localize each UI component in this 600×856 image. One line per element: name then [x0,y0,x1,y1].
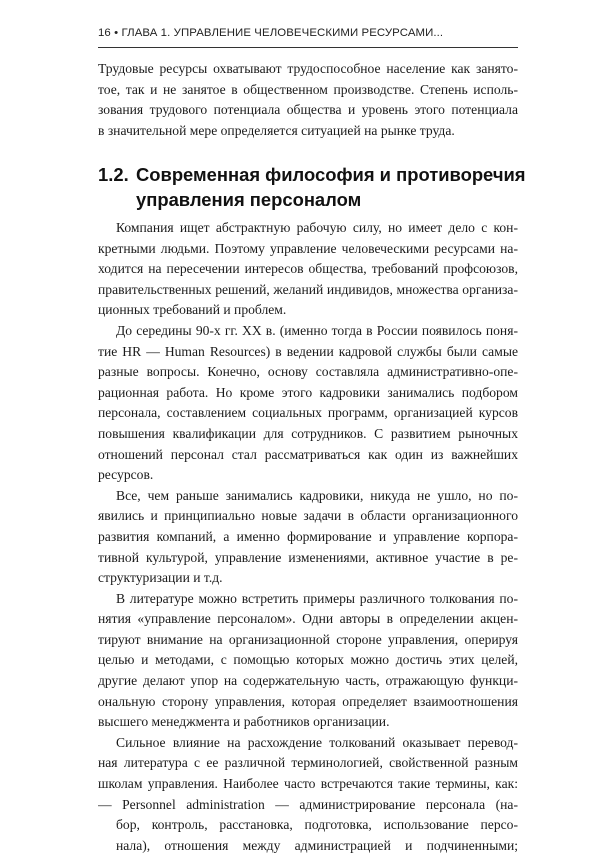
text-line: — Personnel administration — администрирование персонала (на- [98,796,518,812]
text-line: тие HR — Human Resources) в ведении кадровой службы были самые [98,343,518,359]
text-line: бор, контроль, расстановка, подготовка, использование персо- [116,817,518,833]
text-line: рационная работа. Но кроме этого кадровики занимались подбором [98,384,518,400]
text-line: явились и принципиально новые задачи в области организационного [98,508,518,524]
text-line: развития компаний, а именно формирование и управление корпора- [98,528,518,544]
section-number: 1.2. [98,164,129,185]
text-line: другие делают упор на содержательную часть, отражающую функци- [98,673,518,689]
running-head: 16 • ГЛАВА 1. УПРАВЛЕНИЕ ЧЕЛОВЕЧЕСКИМИ РЕСУРСАМИ... [98,27,444,39]
text-line: тивной культурой, управление изменениями, активное участие в ре- [98,549,518,565]
section-title-line2: управления персоналом [136,189,362,210]
text-line: структуризации и т.д. [98,570,223,586]
text-line: нала), отношения между администрацией и подчиненными; [116,837,518,853]
text-line: повышения квалификации для сотрудников. С развитием рыночных [98,425,518,441]
text-line: в значительной мере определяется ситуацией на рынке труда. [98,122,455,138]
text-line: нятия «управление персоналом». Одни авторы в определении акцен- [98,611,518,627]
text-line: Сильное влияние на расхождение толкований оказывает перевод- [116,734,518,750]
text-line: правительственных решений, желаний индивидов, множества организа- [98,281,518,297]
text-line: зования трудового потенциала общества и уровень этого потенциала [98,102,518,118]
text-line: тое, так и не занятое в общественном производстве. Степень исполь- [98,81,518,97]
text-line: отношений персонал стал рассматриваться как один из важнейших [98,446,518,462]
section-heading [98,162,538,212]
text-line: высшего менеджмента и работников организации. [98,714,390,730]
text-line: ходится на пересечении интересов общества, требований профсоюзов, [98,261,518,277]
text-line: В литературе можно встретить примеры различного толкования по- [116,590,518,606]
text-line: ональную сторону управления, которая определяет взаимоотношения [98,693,518,709]
text-line: Компания ищет абстрактную рабочую силу, но имеет дело с кон- [116,220,518,235]
text-line: ресурсов. [98,467,154,483]
text-line: Трудовые ресурсы охватывают трудоспособное население как занято- [98,61,518,76]
text-line: До середины 90-х гг. XX в. (именно тогда в России появилось поня- [116,322,518,338]
text-line: школам управления. Наиболее часто встречаются такие термины, как: [98,776,518,792]
text-line: ционных требований и проблем. [98,302,287,318]
text-line: кретными людьми. Поэтому управление человеческими ресурсами на- [98,240,518,256]
section-title-line1: Современная философия и противоречия [136,164,526,185]
text-line: ная литература с ее различной терминологией, свойственной разным [98,755,518,771]
text-line: тируют внимание на организационной стороне управления, оперируя [98,631,518,647]
text-line: целью и методами, с помощью которых можно достичь этих целей, [98,652,518,668]
text-line: разные вопросы. Конечно, основу составляла административно-опе- [98,364,518,380]
header-rule [98,47,518,48]
text-line: персонала, составлением социальных программ, организацией курсов [98,405,518,421]
section-body [98,218,518,856]
text-line: Все, чем раньше занимались кадровики, никуда не ушло, но по- [116,487,518,503]
intro-paragraph [98,59,518,141]
